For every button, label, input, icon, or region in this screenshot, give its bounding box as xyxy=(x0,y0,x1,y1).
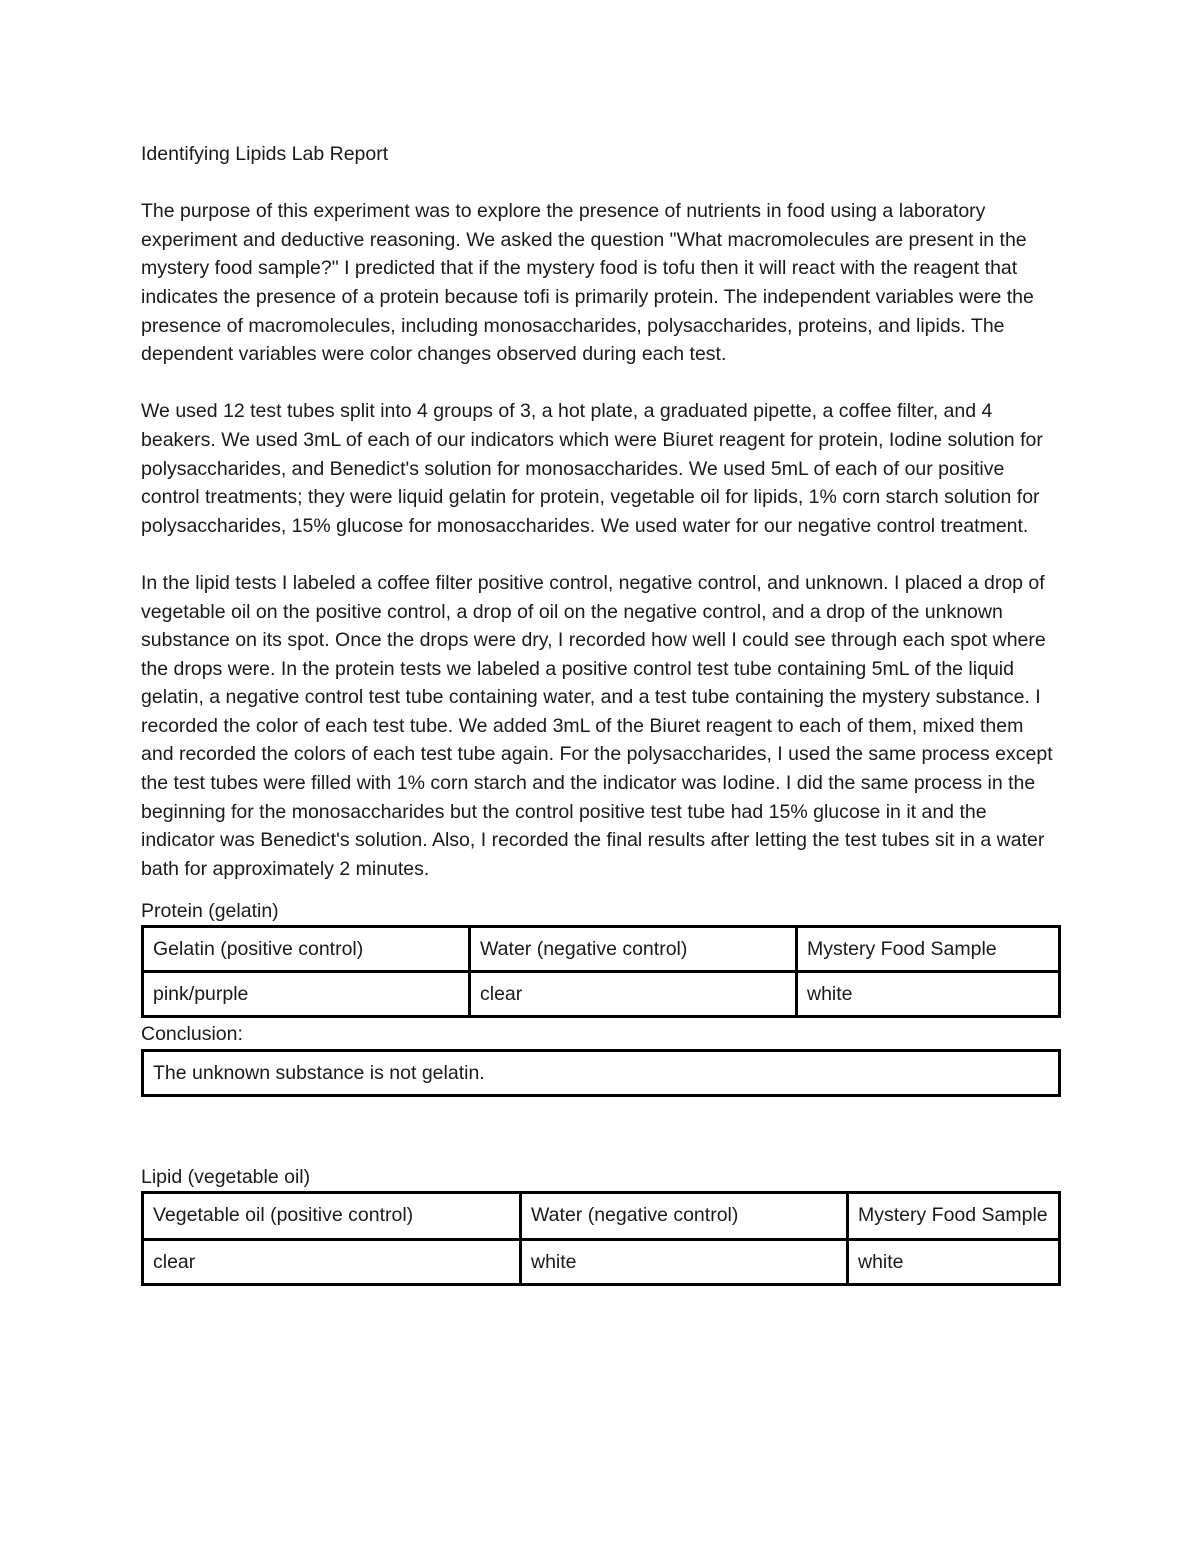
table-header-cell: Water (negative control) xyxy=(521,1193,848,1240)
table-header-cell: Water (negative control) xyxy=(470,927,797,972)
table-header-cell: Mystery Food Sample xyxy=(848,1193,1060,1240)
conclusion-label: Conclusion: xyxy=(141,1023,243,1046)
table-cell: white xyxy=(521,1240,848,1285)
conclusion-cell: The unknown substance is not gelatin. xyxy=(143,1051,1060,1096)
document-page xyxy=(141,140,1061,1286)
paragraph-purpose: The purpose of this experiment was to explore the presence of nutrients in food using a laboratory experiment and deductive reasoning. We asked the question "What macromolecules are present in the mystery food sample?" I predicted that if the mystery food is tofu then it will react with the reagent that indicates the presence of a protein because tofi is primarily protein. The independent variables were the presence of macromolecules, including monosaccharides, polysaccharides, proteins, and lipids. The dependent variables were color changes observed during each test. xyxy=(141,200,1034,366)
protein-results-table xyxy=(141,925,1061,1018)
table-header-cell: Vegetable oil (positive control) xyxy=(143,1193,521,1240)
table-row xyxy=(143,1240,1060,1285)
table-header-cell: Gelatin (positive control) xyxy=(143,927,470,972)
table-row xyxy=(143,1193,1060,1240)
table-cell: white xyxy=(848,1240,1060,1285)
table-row xyxy=(143,927,1060,972)
document-title: Identifying Lipids Lab Report xyxy=(141,143,389,165)
protein-section-label: Protein (gelatin) xyxy=(141,900,279,923)
table-row xyxy=(143,1051,1060,1096)
paragraph-materials: We used 12 test tubes split into 4 groups of 3, a hot plate, a graduated pipette, a coffee filter, and 4 beakers. We used 3mL of each of our indicators which were Biuret reagent for protein, Iodine solution for polysaccharides, and Benedict's solution for monosaccharides. We used 5mL of each of our positive control treatments; they were liquid gelatin for protein, vegetable oil for lipids, 1% corn starch solution for polysaccharides, 15% glucose for monosaccharides. We used water for our negative control treatment. xyxy=(141,400,1043,537)
section-spacer xyxy=(141,1097,1061,1163)
table-row xyxy=(143,972,1060,1017)
paragraph-procedure: In the lipid tests I labeled a coffee filter positive control, negative control, and unknown. I placed a drop of vegetable oil on the positive control, a drop of oil on the negative control, and a drop of the unknown substance on its spot. Once the drops were dry, I recorded how well I could see through each spot where the drops were. In the protein tests we labeled a positive control test tube containing 5mL of the liquid gelatin, a negative control test tube containing water, and a test tube containing the mystery substance. I recorded the color of each test tube. We added 3mL of the Biuret reagent to each of them, mixed them and recorded the colors of each test tube again. For the polysaccharides, I used the same process except the test tubes were filled with 1% corn starch and the indicator was Iodine. I did the same process in the beginning for the monosaccharides but the control positive test tube had 15% glucose in it and the indicator was Benedict's solution. Also, I recorded the final results after letting the test tubes sit in a water bath for approximately 2 minutes. xyxy=(141,571,1053,880)
table-header-cell: Mystery Food Sample xyxy=(797,927,1060,972)
protein-conclusion-table xyxy=(141,1049,1061,1097)
table-cell: white xyxy=(797,972,1060,1017)
table-cell: clear xyxy=(143,1240,521,1285)
table-cell: pink/purple xyxy=(143,972,470,1017)
lipid-section-label: Lipid (vegetable oil) xyxy=(141,1166,311,1189)
table-cell: clear xyxy=(470,972,797,1017)
lipid-results-table xyxy=(141,1191,1061,1286)
